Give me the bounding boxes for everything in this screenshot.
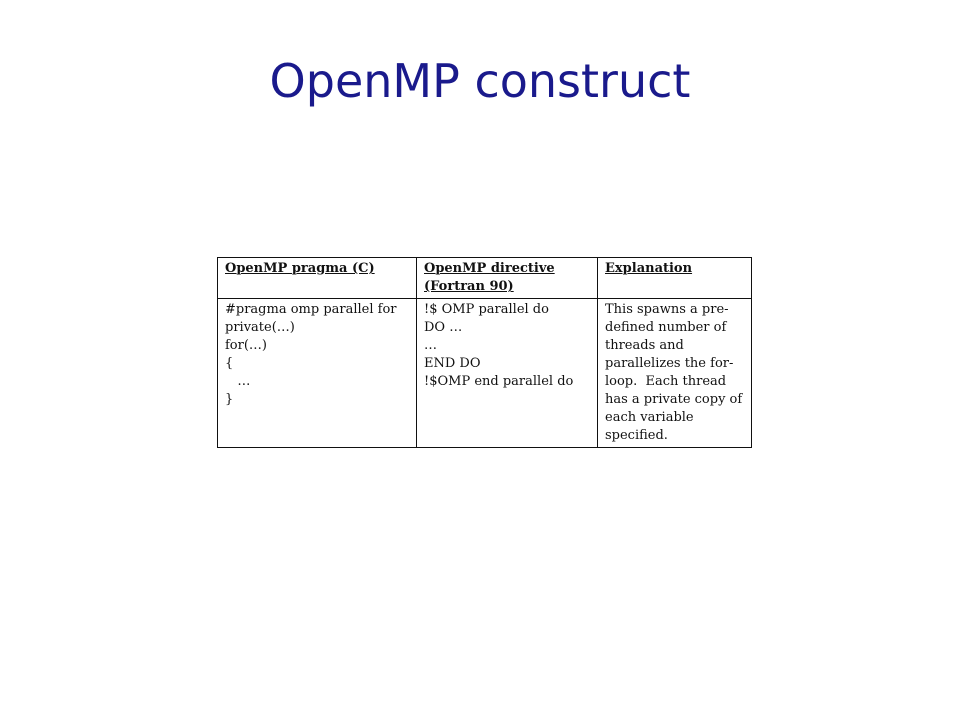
fortran-line: !$OMP end parallel do	[424, 374, 574, 389]
c-pragma-line: {	[225, 356, 234, 371]
explanation-line: loop. Each thread	[605, 374, 727, 389]
header-explanation: Explanation	[605, 261, 693, 276]
explanation-line: each variable	[605, 410, 694, 425]
fortran-line: …	[424, 338, 437, 353]
fortran-line: END DO	[424, 356, 481, 371]
explanation-line: threads and	[605, 338, 684, 353]
c-pragma-line: …	[225, 374, 251, 389]
c-pragma-cell	[218, 299, 417, 448]
explanation-line: has a private copy of	[605, 392, 743, 407]
slide-title: OpenMP construct	[269, 54, 691, 108]
explanation-line: This spawns a pre-	[605, 302, 729, 317]
table-row	[218, 299, 752, 448]
header-cell-explanation	[598, 258, 752, 299]
c-pragma-line: for(…)	[225, 338, 267, 353]
header-cell-c-pragma	[218, 258, 417, 299]
header-fortran-directive: OpenMP directive (Fortran 90)	[424, 261, 555, 294]
fortran-line: !$ OMP parallel do	[424, 302, 549, 317]
explanation-cell	[598, 299, 752, 448]
explanation-line: specified.	[605, 428, 668, 443]
fortran-directive-cell	[417, 299, 598, 448]
c-pragma-line: }	[225, 392, 234, 407]
c-pragma-line: #pragma omp parallel for	[225, 302, 397, 317]
table-header-row	[218, 258, 752, 299]
header-cell-fortran-directive	[417, 258, 598, 299]
explanation-line: parallelizes the for-	[605, 356, 734, 371]
header-c-pragma: OpenMP pragma (C)	[225, 261, 375, 276]
openmp-table	[217, 257, 752, 448]
c-pragma-line: private(…)	[225, 320, 295, 335]
explanation-line: defined number of	[605, 320, 727, 335]
fortran-line: DO …	[424, 320, 463, 335]
